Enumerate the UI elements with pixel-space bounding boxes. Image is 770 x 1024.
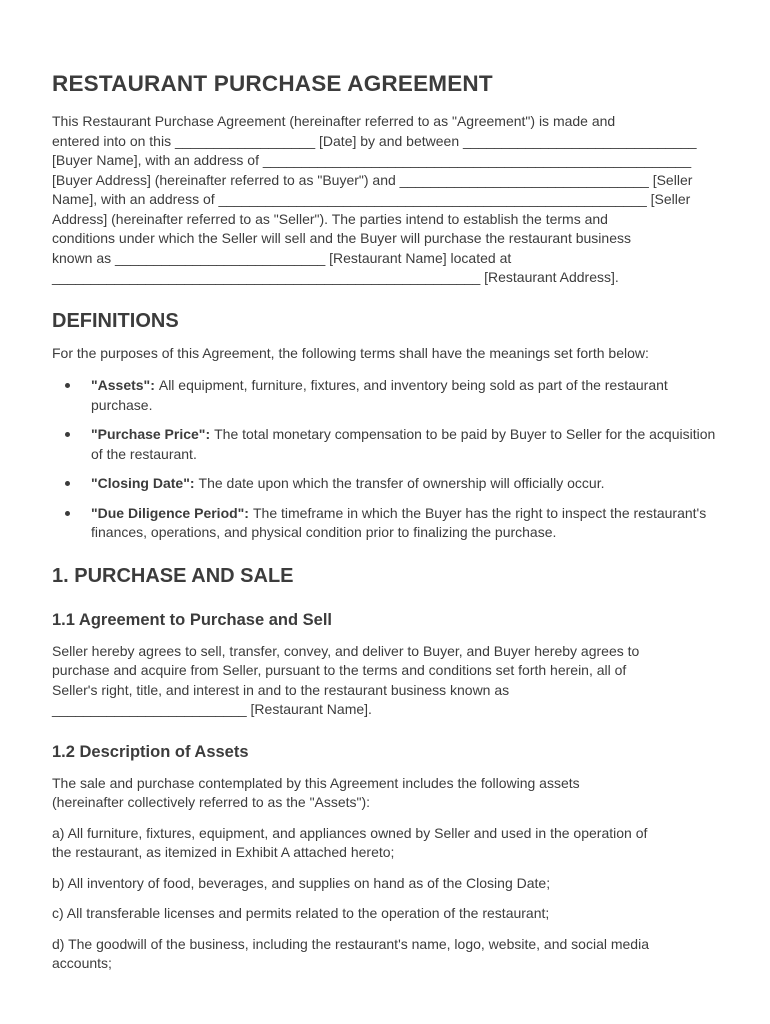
paragraph-line: purchase and acquire from Seller, pursuant to the terms and conditions set forth herein, all of (52, 662, 627, 678)
document-title: RESTAURANT PURCHASE AGREEMENT (52, 71, 493, 96)
bullet-icon (65, 511, 70, 516)
paragraph-line-date-blank: entered into on this __________________ [Date] by and between ______________________________ (52, 132, 697, 149)
section-1-heading: 1. PURCHASE AND SALE (52, 564, 294, 587)
definition-item-closing-date (52, 474, 718, 494)
intro-paragraph (52, 112, 718, 288)
paragraph-line: This Restaurant Purchase Agreement (hereinafter referred to as "Agreement") is made and (52, 113, 616, 129)
definitions-list (52, 376, 718, 543)
paragraph-line-seller-name: Name], with an address of _______________________________________________________ [Seller (52, 191, 691, 207)
definition-item-due-diligence (52, 504, 718, 543)
paragraph-line-buyer-name: [Buyer Name], with an address of _______________________________________________________ (52, 152, 692, 168)
paragraph-line: conditions under which the Seller will sell and the Buyer will purchase the restaurant business (52, 230, 631, 246)
bullet-icon (65, 383, 70, 388)
definition-item-assets (52, 376, 718, 415)
paragraph-line-restaurant-name: known as ___________________________ [Restaurant Name] located at (52, 249, 512, 266)
definitions-lead: For the purposes of this Agreement, the following terms shall have the meanings set forth below: (52, 344, 649, 361)
paragraph-line-restaurant-name-blank: _________________________ [Restaurant Name]. (52, 701, 372, 717)
asset-item-b (52, 874, 718, 894)
definition-text: The total monetary compensation to be paid by Buyer to Seller for the acquisition of the restaurant. (91, 426, 716, 462)
paragraph-line: accounts; (52, 955, 112, 971)
definition-term: "Purchase Price": (91, 426, 211, 442)
asset-item-c (52, 904, 718, 924)
section-1-1-paragraph (52, 642, 718, 720)
asset-item-a (52, 824, 718, 863)
paragraph-line: Seller's right, title, and interest in and to the restaurant business known as (52, 681, 510, 698)
paragraph-line-seller-address: Address] (hereinafter referred to as "Seller"). The parties intend to establish the terms and (52, 210, 608, 227)
paragraph-line: the restaurant, as itemized in Exhibit A attached hereto; (52, 844, 395, 860)
asset-item-d (52, 935, 718, 974)
paragraph-line: The sale and purchase contemplated by this Agreement includes the following assets (52, 774, 580, 791)
paragraph-line: b) All inventory of food, beverages, and supplies on hand as of the Closing Date; (52, 874, 551, 891)
paragraph-line: a) All furniture, fixtures, equipment, and appliances owned by Seller and used in the operation of (52, 824, 648, 841)
section-1-2-paragraph (52, 774, 718, 813)
bullet-icon (65, 481, 70, 486)
paragraph-line: (hereinafter collectively referred to as the "Assets"): (52, 794, 371, 810)
definition-text: The timeframe in which the Buyer has the right to inspect the restaurant's finances, operations, and physical condition prior to finalizing the purchase. (91, 504, 707, 540)
paragraph-line-restaurant-address: _______________________________________________________ [Restaurant Address]. (52, 269, 619, 285)
definition-item-purchase-price (52, 425, 718, 464)
paragraph-line: d) The goodwill of the business, including the restaurant's name, logo, website, and social media (52, 935, 649, 952)
paragraph-line: c) All transferable licenses and permits related to the operation of the restaurant; (52, 905, 550, 921)
paragraph-line: Seller hereby agrees to sell, transfer, convey, and deliver to Buyer, and Buyer hereby agrees to (52, 642, 640, 659)
section-1-1-heading: 1.1 Agreement to Purchase and Sell (52, 610, 332, 629)
definition-text: All equipment, furniture, fixtures, and inventory being sold as part of the restaurant purchase. (91, 377, 668, 413)
definition-term: "Assets": (91, 377, 155, 393)
definitions-heading: DEFINITIONS (52, 309, 179, 332)
definition-text: The date upon which the transfer of ownership will officially occur. (198, 475, 605, 491)
definition-term: "Closing Date": (91, 475, 195, 491)
section-1-2-heading: 1.2 Description of Assets (52, 742, 249, 761)
bullet-icon (65, 432, 70, 437)
definition-term: "Due Diligence Period": (91, 504, 249, 521)
paragraph-line-buyer-address: [Buyer Address] (hereinafter referred to as "Buyer") and ________________________________ [Seller (52, 171, 693, 188)
